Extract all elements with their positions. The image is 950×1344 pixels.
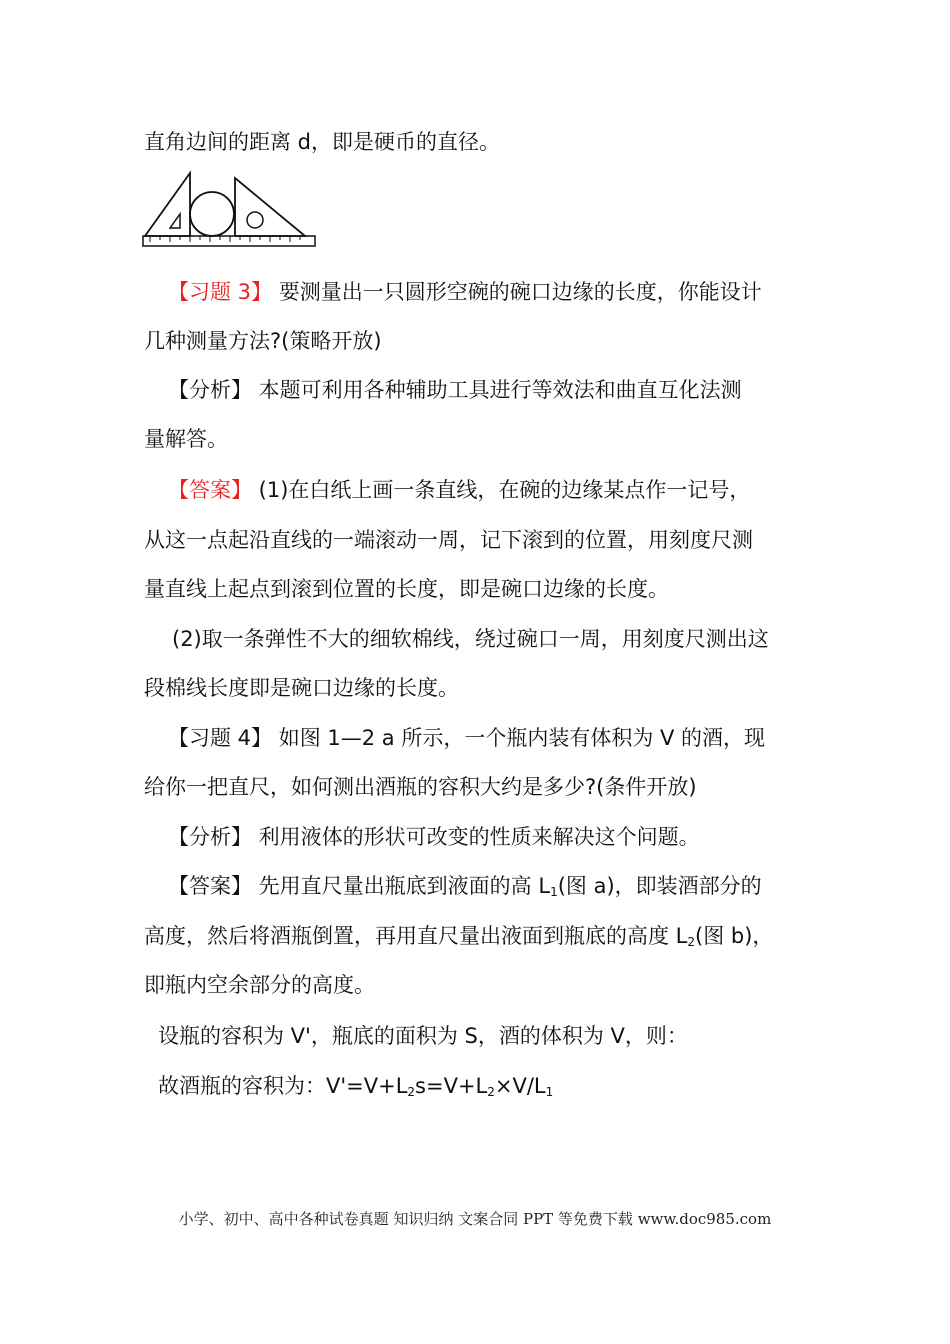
setup-line: 设瓶的容积为 V'，瓶底的面积为 S，酒的体积为 V，则： [158, 1024, 688, 1048]
analysis-4-line: 【分析】 利用液体的形状可改变的性质来解决这个问题。 [168, 825, 700, 849]
subscript: 2 [407, 1085, 416, 1099]
text-line: 量解答。 [144, 427, 228, 451]
text-line [144, 922, 773, 950]
answer-4-text-a: 【答案】 先用直尺量出瓶底到液面的高 L [168, 874, 551, 898]
answer-3-tag: 【答案】 [168, 478, 252, 502]
analysis-3-text: 本题可利用各种辅助工具进行等效法和曲直互化法测 [252, 378, 742, 402]
subscript: 1 [545, 1085, 554, 1099]
subscript: 2 [487, 1085, 495, 1099]
text-line: 量直线上起点到滚到位置的长度，即是碗口边缘的长度。 [144, 577, 669, 601]
result-b: s=V+L [415, 1074, 488, 1098]
text-line: 几种测量方法?(策略开放) [144, 329, 382, 353]
answer-3-line [168, 476, 750, 504]
subscript: 1 [550, 885, 558, 899]
text-line: 直角边间的距离 d，即是硬币的直径。 [144, 130, 501, 154]
result-a: 故酒瓶的容积为：V'=V+L [158, 1074, 408, 1098]
text-line: 从这一点起沿直线的一端滚动一周，记下滚到的位置，用刻度尺测 [144, 528, 753, 552]
answer-4-text-b: (图 a)，即装酒部分的 [557, 874, 762, 898]
result-line [158, 1072, 553, 1100]
text-line: 给你一把直尺，如何测出酒瓶的容积大约是多少?(条件开放) [144, 775, 697, 799]
ruler-triangle-coin-figure [140, 170, 320, 260]
question-3-text: 要测量出一只圆形空碗的碗口边缘的长度，你能设计 [272, 280, 762, 304]
result-c: ×V/L [494, 1074, 546, 1098]
subscript: 2 [687, 935, 696, 949]
text-line: 即瓶内空余部分的高度。 [144, 973, 375, 997]
question-3-line [168, 278, 762, 306]
answer-4-l2-a: 高度，然后将酒瓶倒置，再用直尺量出液面到瓶底的高度 L [144, 924, 688, 948]
analysis-3-tag: 【分析】 [168, 378, 252, 402]
question-4-line: 【习题 4】 如图 1—2 a 所示，一个瓶内装有体积为 V 的酒，现 [168, 726, 766, 750]
analysis-3-line [168, 376, 742, 404]
answer-3-text: (1)在白纸上画一条直线，在碗的边缘某点作一记号， [252, 478, 751, 502]
text-line: (2)取一条弹性不大的细软棉线，绕过碗口一周，用刻度尺测出这 [172, 627, 769, 651]
answer-4-l2-b: (图 b)， [695, 924, 774, 948]
question-3-tag: 【习题 3】 [168, 280, 273, 304]
page-footer: 小学、初中、高中各种试卷真题 知识归纳 文案合同 PPT 等免费下载 www.doc985.com [178, 1210, 772, 1228]
answer-4-line [168, 872, 762, 900]
text-line: 段棉线长度即是碗口边缘的长度。 [144, 676, 459, 700]
